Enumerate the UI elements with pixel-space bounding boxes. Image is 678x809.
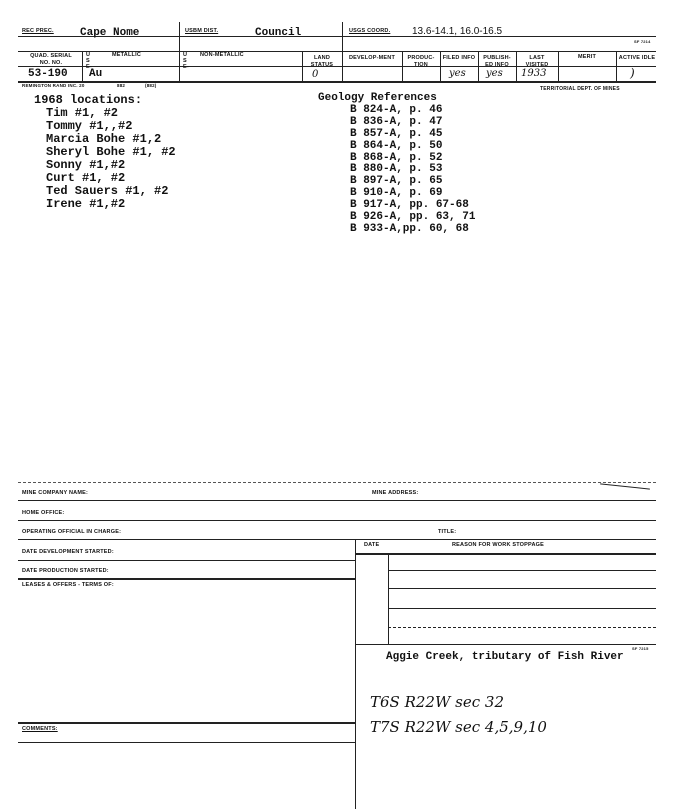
col-published-info: PUBLISH-ED INFO [483, 55, 511, 69]
col-u-left: U [86, 52, 91, 58]
col-u-right: U [183, 52, 188, 58]
operating-official-label: OPERATING OFFICIAL IN CHARGE: [22, 529, 122, 535]
geology-ref-item: B 836-A, p. 47 [350, 115, 443, 128]
form-number-2: SF 7215 [632, 646, 649, 651]
land-status-value: 0 [312, 69, 319, 80]
location-note: Aggie Creek, tributary of Fish River [386, 651, 624, 663]
date-production-label: DATE PRODUCTION STARTED: [22, 568, 109, 574]
geology-ref-item: B 868-A, p. 52 [350, 151, 443, 164]
leases-offers-label: LEASES & OFFERS - TERMS OF: [22, 582, 114, 588]
reason-col-label: REASON FOR WORK STOPPAGE [452, 542, 544, 548]
geology-ref-item: B 917-A, pp. 67-68 [350, 199, 469, 212]
col-merit: MERIT [577, 54, 597, 60]
location-item: Sonny #1,#2 [46, 158, 126, 172]
comments-label: COMMENTS: [22, 726, 58, 732]
col-e-right: E- [183, 64, 189, 70]
handwritten-note-1: T6S R22W sec 32 [370, 693, 504, 711]
geology-heading: Geology References [318, 92, 437, 104]
col-active-idle: ACTIVE IDLE [618, 55, 656, 61]
location-item: Curt #1, #2 [46, 171, 126, 185]
form-number: SF 7214 [634, 39, 651, 44]
date-development-label: DATE DEVELOPMENT STARTED: [22, 549, 114, 555]
geology-ref-item: B 880-A, p. 53 [350, 163, 443, 176]
title-label: TITLE: [438, 529, 457, 535]
printer-code: 882 [117, 83, 126, 88]
territorial-dept: TERRITORIAL DEPT. OF MINES [540, 86, 620, 92]
geology-ref-item: B 864-A, p. 50 [350, 139, 443, 152]
col-filed-info: FILED INFO [442, 55, 476, 61]
location-item: Tim #1, #2 [46, 106, 119, 120]
col-land-status: LAND STATUS [310, 55, 334, 69]
active-idle-mark: ) [630, 66, 635, 80]
printer-credit: REMINGTON RAND INC. 20 [22, 83, 85, 88]
col-quad-serial-no: NO. NO. [39, 60, 63, 66]
rec-prec-value: Cape Nome [80, 27, 140, 39]
last-visited-value: 1933 [521, 68, 547, 79]
col-production: PRODUC-TION [407, 55, 435, 69]
quad-serial-value: 53-190 [28, 68, 68, 80]
geology-ref-item: B 926-A, pp. 63, 71 [350, 211, 476, 224]
col-s-right: S [183, 58, 187, 64]
usgs-coord-label: USGS COORD. [349, 28, 391, 34]
mine-company-name-label: MINE COMPANY NAME: [22, 490, 89, 496]
col-nonmetallic: NON-METALLIC [200, 52, 244, 58]
date-col-label: DATE [364, 542, 380, 548]
geology-ref-item: B 933-A,pp. 60, 68 [350, 222, 469, 235]
location-item: Tommy #1,,#2 [46, 119, 133, 133]
geology-ref-item: B 857-A, p. 45 [350, 127, 443, 140]
locations-heading: 1968 locations: [34, 93, 143, 107]
rec-prec-label: REC PREC. [22, 28, 54, 34]
col-s-left: S [86, 58, 90, 64]
usgs-coord-value: 13.6-14.1, 16.0-16.5 [412, 26, 503, 37]
col-e-left: E- [86, 64, 92, 70]
home-office-label: HOME OFFICE: [22, 510, 65, 516]
geology-ref-item: B 897-A, p. 65 [350, 175, 443, 188]
geology-block [318, 93, 475, 236]
col-development: DEVELOP-MENT [348, 55, 396, 61]
locations-block [34, 94, 176, 211]
col-quad-serial: QUAD. SERIAL [30, 53, 72, 59]
location-item: Ted Sauers #1, #2 [46, 184, 169, 198]
published-info-value: yes [486, 68, 503, 79]
col-metallic: METALLIC [112, 52, 141, 58]
usbm-dist-value: Council [255, 27, 302, 39]
mine-address-label: MINE ADDRESS: [372, 490, 419, 496]
geology-ref-item: B 824-A, p. 46 [350, 103, 443, 116]
location-item: Irene #1,#2 [46, 197, 126, 211]
metallic-value: Au [89, 68, 103, 80]
handwritten-note-2: T7S R22W sec 4,5,9,10 [370, 718, 547, 736]
location-item: Sheryl Bohe #1, #2 [46, 145, 176, 159]
col-last-visited: LAST VISITED [525, 55, 549, 69]
location-item: Marcia Bohe #1,2 [46, 132, 162, 146]
usbm-dist-label: USBM DIST. [185, 28, 219, 34]
geology-ref-item: B 910-A, p. 69 [350, 187, 443, 200]
printer-code-paren: (882) [145, 83, 157, 88]
filed-info-value: yes [449, 68, 466, 79]
